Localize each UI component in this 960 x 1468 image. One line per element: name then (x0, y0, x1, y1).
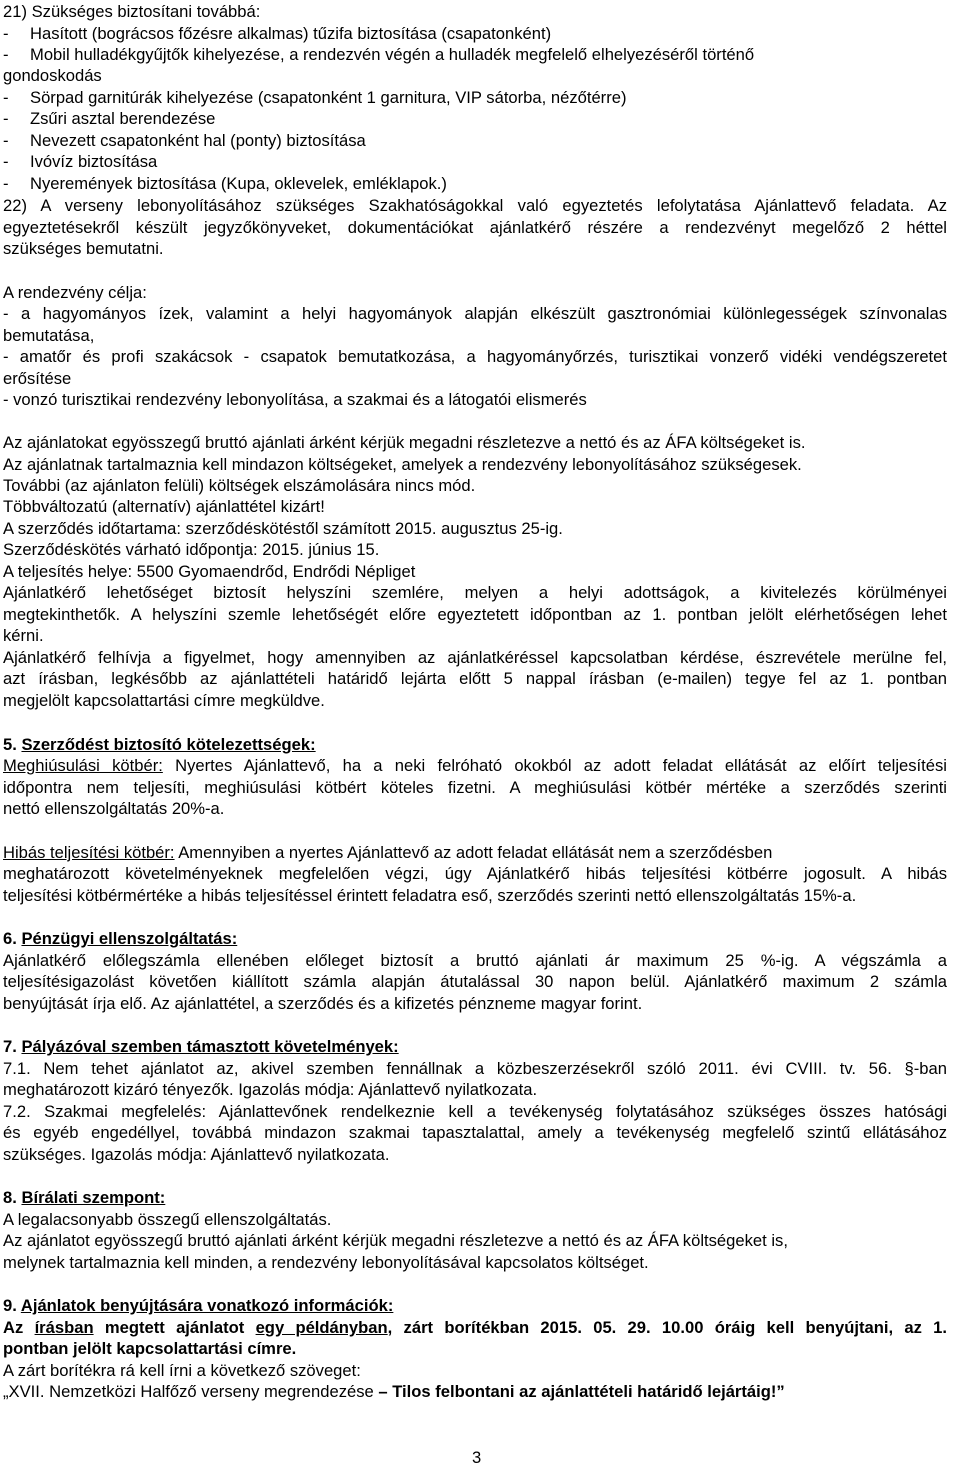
section-number: 6. (3, 929, 17, 948)
section-number: 7. (3, 1037, 17, 1056)
s9-text: , zárt borítékban 2015. 05. 29. 10.00 óráig kell benyújtani, az 1. (387, 1318, 947, 1337)
s7-line: szükséges. Igazolás módja: Ajánlattevő nyilatkozata. (3, 1145, 390, 1164)
section-heading (3, 929, 237, 949)
goal-line: - vonzó turisztikai rendezvény lebonyolítása, a szakmai és a látogatói elismerés (3, 390, 587, 409)
s5-p1-text: Nyertes Ajánlattevő, ha a neki felróható okokból az adott feladat ellátását az előírt teljesítési (162, 756, 947, 775)
s9-line: A zárt borítékra rá kell írni a következő szöveget: (3, 1361, 361, 1380)
goal-line: - a hagyományos ízek, valamint a helyi hagyományok alapján elkészült gasztronómiai különlegességek színvonalas (3, 304, 947, 323)
goal-title: A rendezvény célja: (3, 283, 147, 302)
list-item: Nyeremények biztosítása (Kupa, oklevelek, emléklapok.) (30, 174, 447, 193)
s9-text: „XVII. Nemzetközi Halfőző verseny megrendezése (3, 1382, 379, 1401)
list-dash: - (3, 88, 9, 107)
list-dash: - (3, 174, 9, 193)
offer-line: Az ajánlatokat egyösszegű bruttó ajánlati árként kérjük megadni részletezve a nettó és az ÁFA költségeket is. (3, 433, 806, 452)
offer-line: Az ajánlatnak tartalmaznia kell mindazon költségeket, amelyek a rendezvény lebonyolításához szükségesek. (3, 455, 802, 474)
sec22-line: 22) A verseny lebonyolításához szükséges Szakhatóságokkal való egyeztetés lefolytatása Ajánlattevő feladata. Az (3, 196, 947, 215)
offer-line: Szerződéskötés várható időpontja: 2015. június 15. (3, 540, 380, 559)
section-title: Bírálati szempont: (21, 1188, 166, 1207)
s5-line (3, 756, 947, 776)
section-title: Pénzügyi ellenszolgáltatás: (21, 929, 238, 948)
section-title: Szerződést biztosító kötelezettségek: (21, 735, 316, 754)
section-number: 9. (3, 1296, 17, 1315)
section-heading (3, 735, 316, 755)
offer-line: Ajánlatkérő lehetőséget biztosít helyszíni szemlére, melyen a helyi adottságok, a kivitelezés körülményei (3, 583, 947, 602)
s8-line: A legalacsonyabb összegű ellenszolgáltatás. (3, 1210, 332, 1229)
page-number: 3 (472, 1448, 482, 1467)
goal-line: bemutatása, (3, 326, 95, 345)
offer-line: A szerződés időtartama: szerződéskötéstől számított 2015. augusztus 25-ig. (3, 519, 563, 538)
s5-line: nettó ellenszolgáltatás 20%-a. (3, 799, 225, 818)
list-item: Hasított (bográcsos főzésre alkalmas) tűzifa biztosítása (csapatonként) (30, 24, 552, 43)
s5-p2-text: Amennyiben a nyertes Ajánlattevő az adott feladat ellátását nem a szerződésben (174, 843, 773, 862)
section-number: 5. (3, 735, 17, 754)
list-dash: - (3, 45, 9, 64)
list-dash: - (3, 131, 9, 150)
s5-line: meghatározott követelményeknek megfelelően végzi, úgy Ajánlatkérő hibás teljesítési kötbérre jogosult. A hibás (3, 864, 947, 883)
offer-line: Többváltozatú (alternatív) ajánlattétel kizárt! (3, 497, 325, 516)
list-item: Nevezett csapatonként hal (ponty) biztosítása (30, 131, 366, 150)
s6-line: Ajánlatkérő előlegszámla ellenében előleget biztosít a bruttó ajánlati ár maximum 25 %-ig. A végszámla a (3, 951, 947, 970)
s9-text: Az (3, 1318, 35, 1337)
list-item: Ivóvíz biztosítása (30, 152, 158, 171)
s9-underlined: egy példányban (255, 1318, 388, 1337)
s9-line (3, 1318, 947, 1338)
list-item: Sörpad garnitúrák kihelyezése (csapatonként 1 garnitura, VIP sátorba, nézőtérre) (30, 88, 627, 107)
s8-line: melynek tartalmaznia kell minden, a rendezvény lebonyolításával kapcsolatos költséget. (3, 1253, 649, 1272)
s7-line: 7.2. Szakmai megfelelés: Ajánlattevőnek rendelkeznie kell a tevékenység folytatásához szükséges összes hatósági (3, 1102, 947, 1121)
section-heading (3, 1188, 165, 1208)
offer-line: megjelölt kapcsolattartási címre megküldve. (3, 691, 325, 710)
list-dash: - (3, 24, 9, 43)
section-heading (3, 1037, 399, 1057)
goal-line: - amatőr és profi szakácsok - csapatok bemutatkozása, a hagyományőrzés, turisztikai vonzerő vidéki vendégszeretet (3, 347, 947, 366)
s5-line: teljesítési kötbérmértéke a hibás teljesítéssel érintett feladatra eső, szerződés szerinti nettó ellenszolgáltatás 15%-a. (3, 886, 857, 905)
list-item: Mobil hulladékgyűjtők kihelyezése, a rendezvén végén a hulladék megfelelő elhelyezéséről történő (30, 45, 755, 64)
list-item-continuation: gondoskodás (3, 66, 102, 85)
list-dash: - (3, 152, 9, 171)
sec22-line: szükséges bemutatni. (3, 239, 164, 258)
offer-line: azt írásban, legkésőbb az ajánlattételi határidő lejárta előtt 5 nappal írásban (e-mailen) tegye fel az 1. pontban (3, 669, 947, 688)
s5-line: időpontra nem teljesíti, meghiúsulási kötbért köteles fizetni. A meghiúsulási kötbér mértéke a szerződés szerinti (3, 778, 947, 797)
sec22-line: egyeztetésekről készült jegyzőkönyveket, dokumentációkat ajánlatkérő részére a rendezvényt megelőző 2 héttel (3, 218, 947, 237)
offer-line: Ajánlatkérő felhívja a figyelmet, hogy amennyiben az ajánlatkéréssel kapcsolatban kérdése, észrevétele merülne fel, (3, 648, 947, 667)
s8-line: Az ajánlatot egyösszegű bruttó ajánlati árként kérjük megadni részletezve a nettó és az ÁFA költségeket is, (3, 1231, 788, 1250)
section-title: Pályázóval szemben támasztott követelmények: (21, 1037, 399, 1056)
s5-line (3, 843, 772, 863)
s9-underlined: írásban (34, 1318, 94, 1337)
sec21-heading: 21) Szükséges biztosítani továbbá: (3, 2, 261, 21)
section-heading (3, 1296, 393, 1316)
offer-line: megtekinthetők. A helyszíni szemle lehetőségét előre egyeztetett időpontban az 1. pontban jelölt elérhetőségen lehet (3, 605, 947, 624)
s6-line: benyújtását írja elő. Az ajánlattétel, a szerződés és a kifizetés pénzneme magyar forint. (3, 994, 643, 1013)
s9-text: megtett ajánlatot (93, 1318, 256, 1337)
offer-line: További (az ajánlaton felüli) költségek elszámolására nincs mód. (3, 476, 476, 495)
offer-line: kérni. (3, 626, 44, 645)
section-title: Ajánlatok benyújtására vonatkozó információk: (20, 1296, 394, 1315)
offer-line: A teljesítés helye: 5500 Gyomaendrőd, Endrődi Népliget (3, 562, 416, 581)
s7-line: meghatározott kizáró tényezők. Igazolás módja: Ajánlattevő nyilatkozata. (3, 1080, 538, 1099)
goal-line: erősítése (3, 369, 72, 388)
s9-bold-text: – Tilos felbontani az ajánlattételi határidő lejártáig!” (378, 1382, 785, 1401)
s5-p1-label: Meghiúsulási kötbér: (3, 756, 163, 775)
s6-line: teljesítésigazolást követően kiállított számla alapján átutalással 30 napon belül. Ajánlatkérő maximum 2 számla (3, 972, 947, 991)
s9-line (3, 1382, 785, 1402)
list-item: Zsűri asztal berendezése (30, 109, 216, 128)
s9-line: pontban jelölt kapcsolattartási címre. (3, 1339, 297, 1358)
s5-p2-label: Hibás teljesítési kötbér: (3, 843, 175, 862)
s7-line: és egyéb engedéllyel, továbbá mindazon szakmai tapasztalattal, amely a tevékenység megfelelő szintű ellátásához (3, 1123, 947, 1142)
list-dash: - (3, 109, 9, 128)
s7-line: 7.1. Nem tehet ajánlatot az, akivel szemben fennállnak a közbeszerzésekről szóló 2011. évi CVIII. tv. 56. §-ban (3, 1059, 947, 1078)
section-number: 8. (3, 1188, 17, 1207)
